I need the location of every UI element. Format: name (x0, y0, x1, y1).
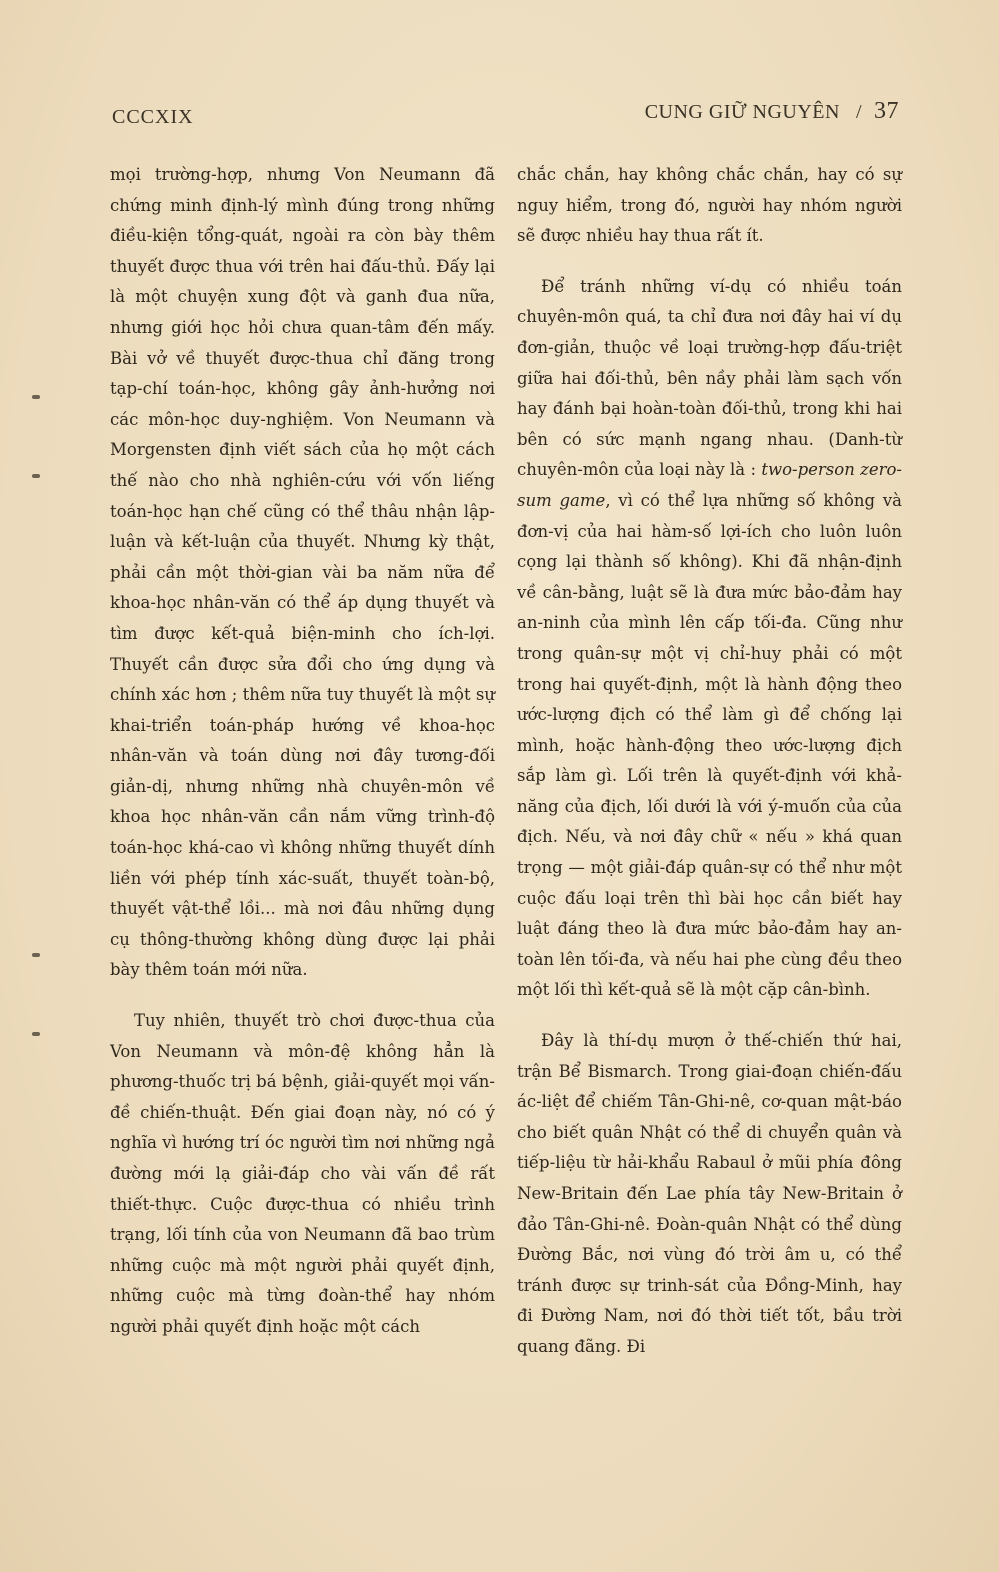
binding-hole-mark (32, 1032, 40, 1036)
technical-term: two-person zero-sum game (517, 460, 902, 510)
paragraph: chắc chắn, hay không chắc chắn, hay có sự nguy hiểm, trong đó, người hay nhóm người sẽ được nhiều hay thua rất ít. (517, 165, 902, 246)
title-separator: / (855, 101, 862, 123)
paragraph: Tuy nhiên, thuyết trò chơi được-thua của Von Neumann và môn-đệ không hẳn là phương-thuốc trị bá bệnh, giải-quyết mọi vấn-đề chiến-thuật. Đến giai đoạn này, nó có ý nghĩa vì hướng trí óc người tìm nơi những ngả đường mới lạ giải-đáp cho vài vấn đề rất thiết-thực. Cuộc được-thua có nhiều trình trạng, lối tính của von Neumann đã bao trùm những cuộc mà một người phải quyết định, những cuộc mà từng đoàn-thể hay nhóm người phải quyết định hoặc một cách (110, 1011, 495, 1336)
running-title (645, 98, 899, 125)
paragraph-text: , vì có thể lựa những số không và đơn-vị của hai hàm-số lợi-ích cho luôn luôn cọng lại thành số không). Khi đã nhận-định về cân-bằng, luật sẽ là đưa mức bảo-đảm hay an-ninh của mình lên cấp tối-đa. Cũng như trong quân-sự một vị chỉ-huy phải có một trong hai quyết-định, một là hành động theo ước-lượng địch có thể làm gì để chống lại mình, hoặc hành-động theo ước-lượng địch sắp làm gì. Lối trên là quyết-định với khả-năng của địch, lối dưới là với ý-muốn của của địch. Nếu, và nơi đây chữ « nếu » khá quan trọng — một giải-đáp quân-sự có thể như một cuộc đấu loại trên thì bài học cần biết hay luật đáng theo là đưa mức bảo-đảm hay an-toàn lên tối-đa, và nếu hai phe cùng đều theo một lối thì kết-quả sẽ là một cặp cân-bình. (517, 490, 903, 1000)
book-code: CCCXIX (112, 106, 194, 128)
paragraph: mọi trường-hợp, nhưng Von Neumann đã chứng minh định-lý mình đúng trong những điều-kiện tổng-quát, ngoài ra còn bày thêm thuyết được thua với trên hai đấu-thủ. Đấy lại là một chuyện xung đột và ganh đua nữa, nhưng giới học hỏi chưa quan-tâm đến mấy. Bài vở về thuyết được-thua chỉ đăng trong tạp-chí toán-học, không gây ảnh-hưởng nơi các môn-học duy-nghiệm. Von Neumann và Morgensten định viết sách của họ một cách thế nào cho nhà nghiên-cứu với vốn liếng toán-học hạn chế cũng có thể thâu nhận lập-luận và kết-luận của thuyết. Nhưng kỳ thật, phải cần một thời-gian vài ba năm nữa để khoa-học nhân-văn có thể áp dụng thuyết và tìm được kết-quả biện-minh cho ích-lợi. Thuyết cần được sửa đổi cho ứng dụng và chính xác hơn ; thêm nữa tuy thuyết là một sự khai-triển toán-pháp hướng về khoa-học nhân-văn và toán dùng nơi đây tương-đối giản-dị, nhưng những nhà chuyên-môn về khoa học nhân-văn cần nắm vững trình-độ toán-học khá-cao vì không những thuyết dính liền với phép tính xác-suất, thuyết toàn-bộ, thuyết vật-thể lồi... mà nơi đâu những dụng cụ thông-thường không dùng được lại phải bày thêm toán mới nữa. (110, 165, 495, 980)
paragraph (517, 272, 902, 1006)
left-column (110, 160, 495, 1343)
paragraph: Đây là thí-dụ mượn ở thế-chiến thứ hai, trận Bể Bismarch. Trong giai-đoạn chiến-đấu ác-liệt để chiếm Tân-Ghi-nê, cơ-quan mật-báo cho biết quân Nhật có thể di chuyển quân và tiếp-liệu từ hải-khẩu Rabaul ở mũi phía đông New-Britain đến Lae phía tây New-Britain ở đảo Tân-Ghi-nê. Đoàn-quân Nhật có thể dùng Đường Bắc, nơi vùng đó trời âm u, có thể tránh được sự trinh-sát của Đồng-Minh, hay đi Đường Nam, nơi đó thời tiết tốt, bầu trời quang đãng. Đi (517, 1031, 902, 1356)
paragraph-text: Để tránh những ví-dụ có nhiều toán chuyên-môn quá, ta chỉ đưa nơi đây hai ví dụ đơn-giản, thuộc về loại trường-hợp đấu-triệt giữa hai đối-thủ, bên nầy phải làm sạch vốn hay đánh bại hoàn-toàn đối-thủ, trong khi hai bên có sức mạnh ngang nhau. (Danh-từ chuyên-môn của loại này là : (517, 276, 902, 480)
running-title-text: CUNG GIỮ NGUYÊN (644, 101, 840, 123)
page-number: 37 (874, 98, 899, 124)
right-column (517, 160, 902, 1363)
binding-hole-mark (32, 395, 40, 399)
binding-hole-mark (32, 953, 40, 957)
page-header (112, 98, 899, 128)
binding-hole-mark (32, 474, 40, 478)
